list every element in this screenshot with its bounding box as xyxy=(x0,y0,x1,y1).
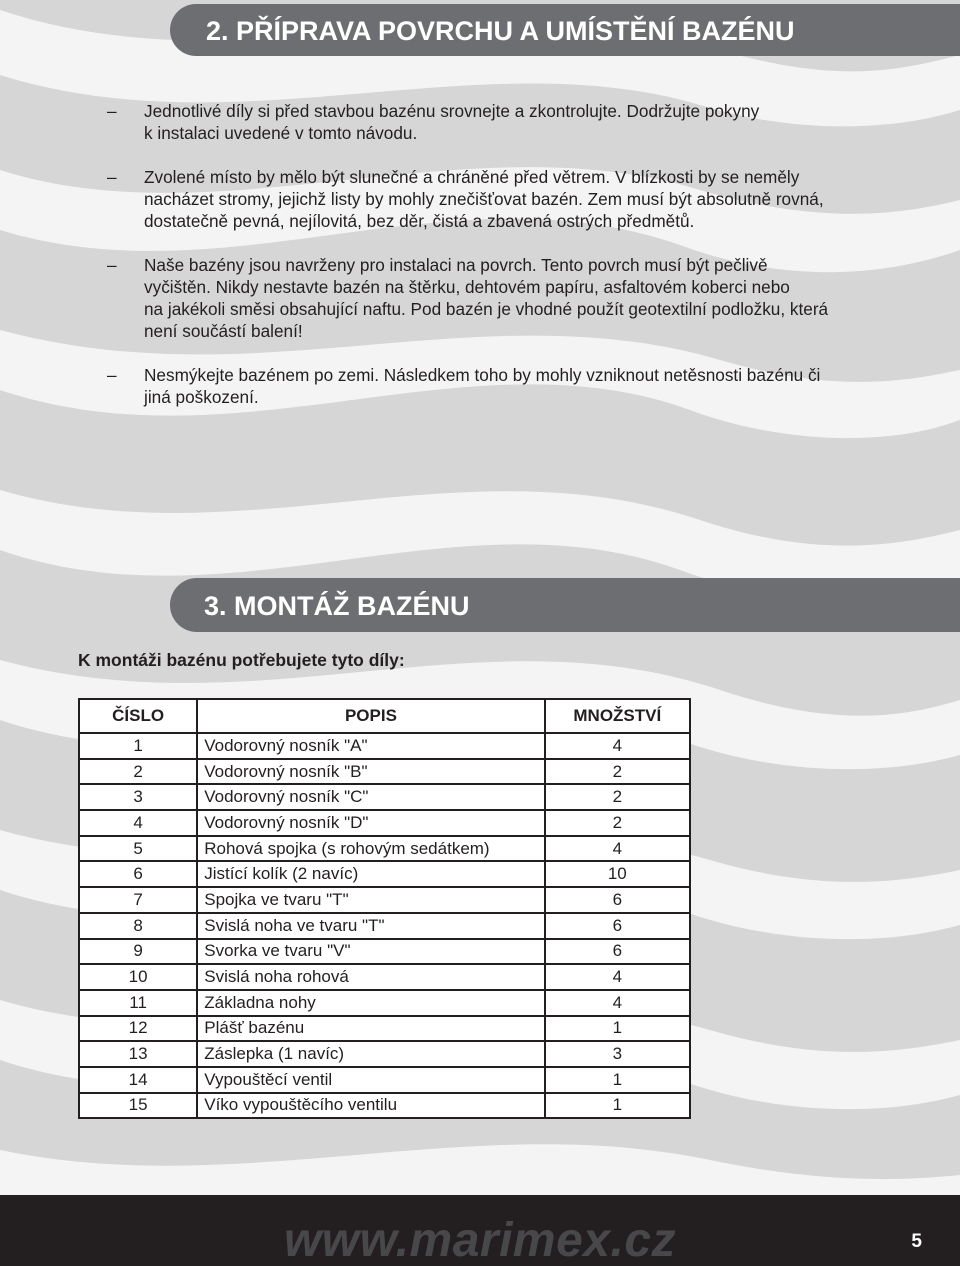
table-row xyxy=(79,810,690,836)
cell-number: 10 xyxy=(79,964,197,990)
cell-number: 1 xyxy=(79,733,197,759)
cell-number: 2 xyxy=(79,759,197,785)
cell-description: Plášť bazénu xyxy=(197,1016,544,1042)
cell-quantity: 3 xyxy=(545,1041,690,1067)
cell-description: Vypouštěcí ventil xyxy=(197,1067,544,1093)
cell-quantity: 1 xyxy=(545,1093,690,1119)
cell-number: 9 xyxy=(79,939,197,965)
instruction-line: k instalaci uvedené v tomto návodu. xyxy=(144,123,418,143)
instruction-item xyxy=(107,166,907,232)
section-2-header xyxy=(170,4,960,56)
table-row xyxy=(79,990,690,1016)
table-row xyxy=(79,733,690,759)
column-header-description: POPIS xyxy=(197,699,544,733)
bullet-dash: – xyxy=(107,167,117,187)
cell-description: Vodorovný nosník "A" xyxy=(197,733,544,759)
parts-table-body xyxy=(79,733,690,1118)
cell-description: Spojka ve tvaru "T" xyxy=(197,887,544,913)
section-2-title: 2. PŘÍPRAVA POVRCHU A UMÍSTĚNÍ BAZÉNU xyxy=(206,16,795,46)
cell-quantity: 2 xyxy=(545,810,690,836)
table-row xyxy=(79,913,690,939)
instruction-item xyxy=(107,254,907,342)
instruction-line: Nesmýkejte bazénem po zemi. Následkem toho by mohly vzniknout netěsnosti bazénu či xyxy=(144,365,821,385)
instruction-line: Zvolené místo by mělo být slunečné a chráněné před větrem. V blízkosti by se neměly xyxy=(144,167,800,187)
cell-quantity: 6 xyxy=(545,913,690,939)
column-header-quantity: MNOŽSTVÍ xyxy=(545,699,690,733)
cell-description: Svislá noha ve tvaru "T" xyxy=(197,913,544,939)
cell-quantity: 4 xyxy=(545,733,690,759)
cell-quantity: 1 xyxy=(545,1067,690,1093)
cell-description: Svislá noha rohová xyxy=(197,964,544,990)
table-header-row xyxy=(79,699,690,733)
footer-bar xyxy=(0,1195,960,1266)
cell-number: 14 xyxy=(79,1067,197,1093)
instruction-line: Jednotlivé díly si před stavbou bazénu srovnejte a zkontrolujte. Dodržujte pokyny xyxy=(144,101,760,121)
cell-number: 3 xyxy=(79,784,197,810)
table-row xyxy=(79,1041,690,1067)
instruction-line: není součástí balení! xyxy=(144,321,303,341)
table-row xyxy=(79,1016,690,1042)
page-number: 5 xyxy=(911,1231,922,1252)
cell-number: 11 xyxy=(79,990,197,1016)
cell-quantity: 6 xyxy=(545,939,690,965)
cell-quantity: 10 xyxy=(545,861,690,887)
cell-quantity: 6 xyxy=(545,887,690,913)
cell-description: Jistící kolík (2 navíc) xyxy=(197,861,544,887)
table-row xyxy=(79,964,690,990)
cell-number: 8 xyxy=(79,913,197,939)
bullet-dash: – xyxy=(107,255,117,275)
cell-description: Rohová spojka (s rohovým sedátkem) xyxy=(197,836,544,862)
instruction-item xyxy=(107,100,907,144)
cell-number: 7 xyxy=(79,887,197,913)
cell-number: 12 xyxy=(79,1016,197,1042)
instruction-line: na jakékoli směsi obsahující naftu. Pod bazén je vhodné použít geotextilní podložku, která xyxy=(144,299,829,319)
cell-number: 15 xyxy=(79,1093,197,1119)
cell-description: Vodorovný nosník "C" xyxy=(197,784,544,810)
table-row xyxy=(79,784,690,810)
table-row xyxy=(79,1067,690,1093)
parts-table xyxy=(78,698,691,1119)
instruction-line: jiná poškození. xyxy=(144,387,259,407)
instruction-line: dostatečně pevná, nejílovitá, bez děr, čistá a zbavená ostrých předmětů. xyxy=(144,211,695,231)
table-row xyxy=(79,1093,690,1119)
cell-description: Základna nohy xyxy=(197,990,544,1016)
cell-quantity: 4 xyxy=(545,990,690,1016)
cell-number: 5 xyxy=(79,836,197,862)
cell-quantity: 2 xyxy=(545,759,690,785)
cell-quantity: 2 xyxy=(545,784,690,810)
instruction-line: nacházet stromy, jejichž listy by mohly znečišťovat bazén. Zem musí být absolutně rovná, xyxy=(144,189,824,209)
parts-subtitle: K montáži bazénu potřebujete tyto díly: xyxy=(78,650,405,670)
table-row xyxy=(79,939,690,965)
table-row xyxy=(79,861,690,887)
instruction-item xyxy=(107,364,907,408)
column-header-number: ČÍSLO xyxy=(79,699,197,733)
cell-quantity: 4 xyxy=(545,836,690,862)
instruction-line: vyčištěn. Nikdy nestavte bazén na štěrku, dehtovém papíru, asfaltovém koberci nebo xyxy=(144,277,790,297)
website-url: www.marimex.cz xyxy=(283,1214,677,1266)
table-row xyxy=(79,759,690,785)
cell-quantity: 1 xyxy=(545,1016,690,1042)
table-row xyxy=(79,887,690,913)
section-3-title: 3. MONTÁŽ BAZÉNU xyxy=(204,591,470,621)
cell-description: Záslepka (1 navíc) xyxy=(197,1041,544,1067)
cell-quantity: 4 xyxy=(545,964,690,990)
cell-description: Vodorovný nosník "B" xyxy=(197,759,544,785)
bullet-dash: – xyxy=(107,365,117,385)
cell-number: 13 xyxy=(79,1041,197,1067)
cell-description: Víko vypouštěcího ventilu xyxy=(197,1093,544,1119)
bullet-dash: – xyxy=(107,101,117,121)
cell-description: Svorka ve tvaru "V" xyxy=(197,939,544,965)
cell-number: 4 xyxy=(79,810,197,836)
cell-number: 6 xyxy=(79,861,197,887)
section-3-header xyxy=(170,578,960,632)
table-row xyxy=(79,836,690,862)
preparation-instructions xyxy=(107,100,907,408)
cell-description: Vodorovný nosník "D" xyxy=(197,810,544,836)
instruction-line: Naše bazény jsou navrženy pro instalaci na povrch. Tento povrch musí být pečlivě xyxy=(144,255,768,275)
